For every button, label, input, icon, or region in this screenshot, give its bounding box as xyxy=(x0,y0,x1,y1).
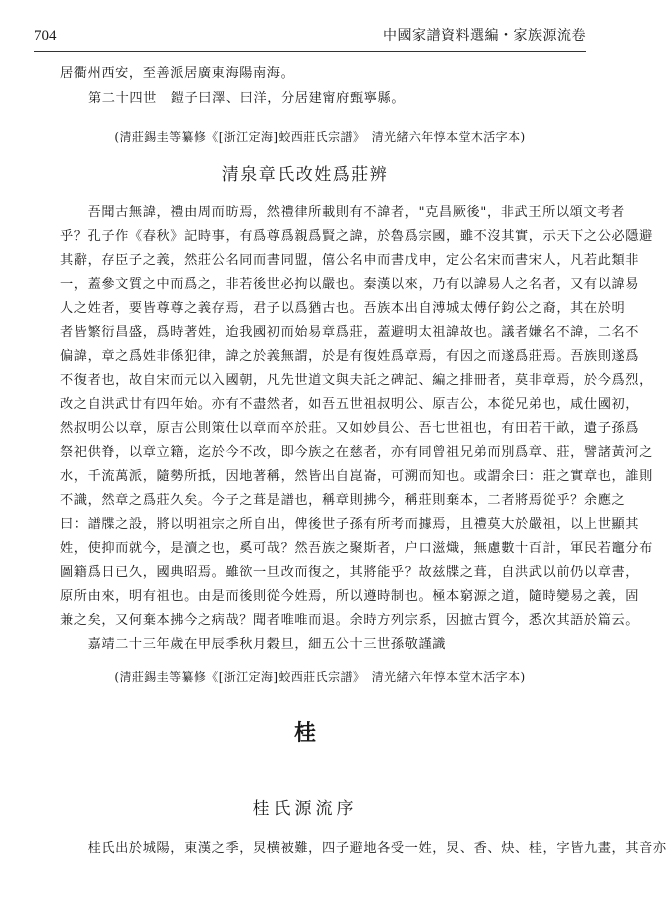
series-title: 中國家譜資料選編・家族源流卷 xyxy=(383,28,586,44)
body-line: 原所由來，明有祖也。由是而後則從今姓焉，所以遵時制也。極本窮源之道，隨時變易之義，固 xyxy=(60,589,640,604)
body-line: 改之自洪武廿有四年始。亦有不盡然者，如吾五世祖叔明公、原吉公，本從兄弟也，咸仕國初， xyxy=(60,397,640,412)
body-line: 乎？孔子作《春秋》記時事，有爲尊爲親爲賢之諱，於魯爲宗國，雖不沒其實，示天下之公必隱避 xyxy=(60,229,653,244)
body-line: 姓，使抑而就今，是瀆之也，奚可哉？然吾族之聚斯者，户口滋熾，無慮數十百計，軍民若竈分布 xyxy=(60,541,653,556)
text-line: 居衢州西安，至善派居廣東海陽南海。 xyxy=(60,66,295,81)
section-title: 桂 xyxy=(293,720,316,746)
body-line: 然叔明公以章，原吉公則策仕以章而卒於莊。又如妙員公、吾七世祖也，有田若干畝，遺子孫爲 xyxy=(60,421,640,436)
source-citation: (清莊錫圭等纂修《[浙江定海]蛟西莊氏宗譜》 清光緒六年惇本堂木活字本) xyxy=(114,670,526,684)
body-line: 嘉靖二十三年歲在甲辰季秋月穀旦，細五公十三世孫敬謹識 xyxy=(60,637,447,652)
section-body xyxy=(60,201,653,657)
body-line: 桂氏出於城陽，東漢之季，炅横被難，四子避地各受一姓，炅、香、炔、桂，字皆九畫，其音亦 xyxy=(60,841,667,856)
body-line: 圖籍爲日已久，國典昭焉。雖欲一旦改而復之，其將能乎？故兹牒之葺，自洪武以前仍以章書， xyxy=(60,565,640,580)
body-line: 祭祀供脊，以章立籍，迄於今不改，即今族之在慈者，亦有同曾祖兄弟而別爲章、莊，譬諸黃河之 xyxy=(60,445,653,460)
body-line: 者皆繁衍昌盛，爲時著姓，迨我國初而始易章爲莊，蓋避明太祖諱故也。議者嫌名不諱，二名不 xyxy=(60,325,640,340)
header-rule xyxy=(34,51,586,52)
page-number: 704 xyxy=(34,28,57,44)
body-line: 不復者也，故自宋而元以入國朝，凡先世道文與夫託之碑記、編之排冊者，莫非章焉，於今爲烈， xyxy=(60,373,653,388)
section-title: 清泉章氏改姓爲莊辨 xyxy=(221,165,389,185)
body-line: 其辭，存臣子之義，然莊公名同而書同盟，僖公名申而書戊申，定公名宋而書宋人，凡若此類非 xyxy=(60,253,640,268)
body-line: 偏諱，章之爲姓非係犯律，諱之於義無謂，於是有復姓爲章焉，有因之而遂爲莊焉。吾族則遂爲 xyxy=(60,349,640,364)
section-title: 桂氏源流序 xyxy=(252,799,358,819)
body-line: 不識，然章之爲莊久矣。今子之葺是譜也，稱章則拂今，稱莊則棄本，二者將焉從乎？余應之 xyxy=(60,493,626,508)
page-header xyxy=(34,26,586,46)
text-line: 第二十四世 鎧子曰澤、曰洋，分居建甯府甄寧縣。 xyxy=(88,91,406,106)
body-line: 吾聞古無諱，禮由周而昉焉，然禮律所載則有不諱者，"克昌厥後"，非武王所以頌文考者 xyxy=(60,205,625,220)
body-line: 兼之矣，又何棄本拂今之病哉？聞者唯唯而退。余時方列宗系，因摭古質今，悉次其語於篇云。 xyxy=(60,613,640,628)
body-line: 曰：譜牒之設，將以明祖宗之所自出，俾後世子孫有所考而據焉，且禮莫大於嚴祖，以上世顯其 xyxy=(60,517,640,532)
body-line: 人之姓者，要皆尊尊之義存焉，君子以爲猶古也。吾族本出自溥城太傅仔鈞公之裔，其在於明 xyxy=(60,301,626,316)
body-line: 水，千流萬派，隨勢所抵，因地著稱，然皆出自崑崙，可溯而知也。或謂余曰：莊之實章也，誰則 xyxy=(60,469,653,484)
source-citation: (清莊錫圭等纂修《[浙江定海]蛟西莊氏宗譜》 清光緒六年惇本堂木活字本) xyxy=(114,130,526,144)
body-line: 一，蓋參文質之中而爲之，非若後世必拘以嚴也。秦漢以來，乃有以諱易人之名者，又有以諱易 xyxy=(60,277,640,292)
